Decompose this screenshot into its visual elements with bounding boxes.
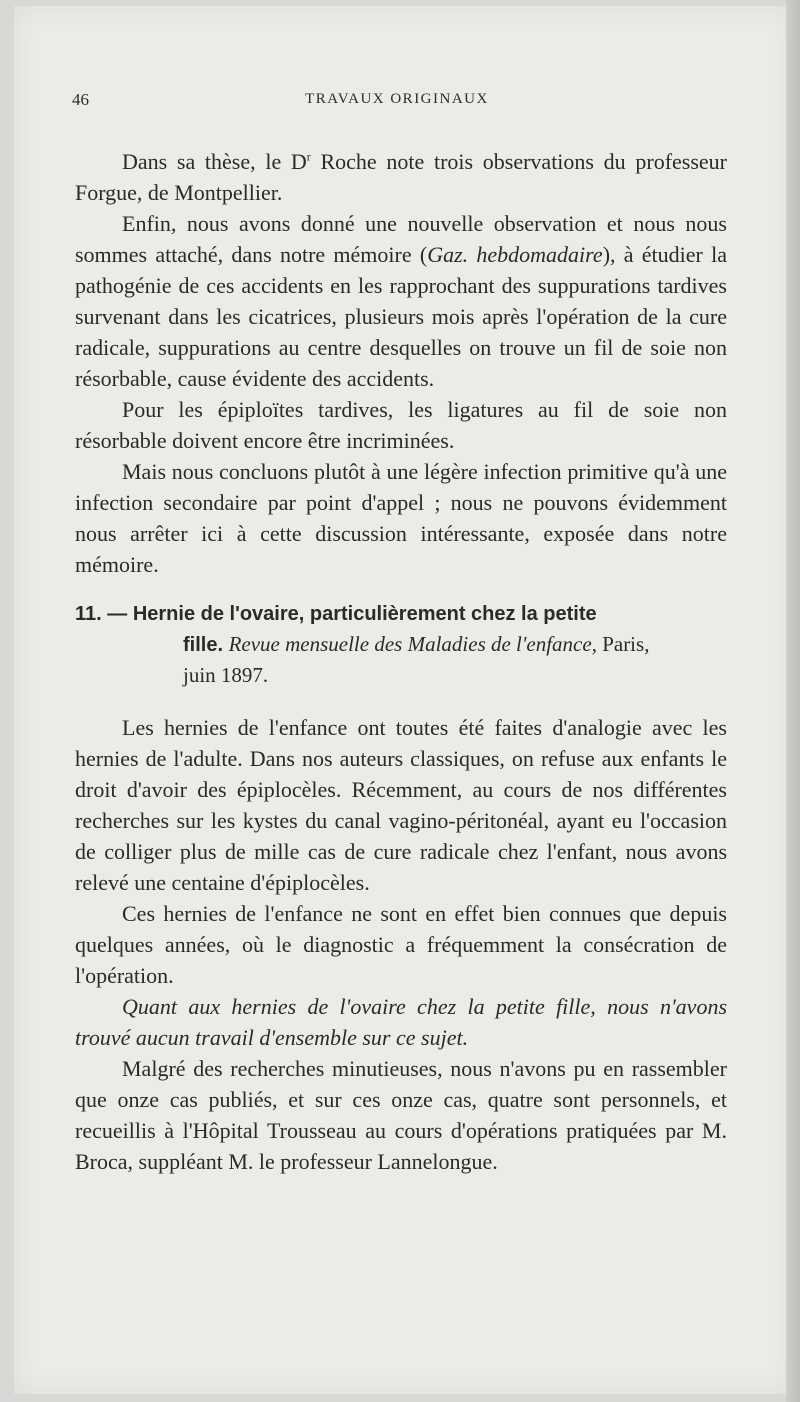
paragraph: Mais nous concluons plutôt à une légère infection primitive qu'à une infection secondaire par point d'appel ; nous ne pouvons évidemment nous arrêter ici à cette discussion intéressante, exposée dans notre mémoire. [75, 459, 727, 577]
publication-date: juin 1897. [183, 663, 269, 687]
section-heading: 11. — Hernie de l'ovaire, particulièrement chez la petite fille. Revue mensuelle des Maladies de l'enfance, Paris, juin 1897. [75, 599, 727, 690]
page-header [72, 90, 722, 118]
body-text [75, 146, 727, 1177]
paragraph: Enfin, nous avons donné une nouvelle observation et nous nous sommes attaché, dans notre mémoire (Gaz. hebdomadaire), à étudier la pathogénie de ces accidents en les rapprochant des suppurations tardives survenant dans les cicatrices, plusieurs mois après l'opération de la cure radicale, suppurations au centre desquelles on trouve un fil de soie non résorbable, cause évidente des accidents. [75, 211, 727, 391]
book-page [14, 6, 794, 1394]
section-title: Hernie de l'ovaire, particulièrement chez la petite [127, 603, 597, 625]
page-edge [786, 0, 800, 1402]
paragraph: Ces hernies de l'enfance ne sont en effet bien connues que depuis quelques années, où le diagnostic a fréquemment la consécration de l'opération. [75, 901, 727, 988]
paragraph: Les hernies de l'enfance ont toutes été faites d'analogie avec les hernies de l'adulte. Dans nos auteurs classiques, on refuse aux enfants le droit d'avoir des épiplocèles. Récemment, au cours de nos différentes recherches sur les kystes du canal vagino-péritonéal, ayant eu l'occasion de colliger plus de mille cas de cure radicale chez l'enfant, nous avons relevé une centaine d'épiplocèles. [75, 715, 727, 895]
running-head: TRAVAUX ORIGINAUX [305, 91, 489, 107]
page-number: 46 [72, 90, 89, 109]
journal-title: Revue mensuelle des Maladies de l'enfance [228, 632, 592, 656]
paragraph: Malgré des recherches minutieuses, nous n'avons pu en rassembler que onze cas publiés, et sur ces onze cas, quatre sont personnels, et recueillis à l'Hôpital Trousseau au cours d'opérations pratiquées par M. Broca, suppléant M. le professeur Lannelongue. [75, 1056, 727, 1174]
paragraph: Dans sa thèse, le $D^r$ Roche note trois observations du professeur Forgue, de Montpellier. [75, 149, 727, 205]
paragraph: Pour les épiploïtes tardives, les ligatures au fil de soie non résorbable doivent encore être incriminées. [75, 397, 727, 453]
section-number: 11. — [75, 603, 128, 625]
paragraph-italic: Quant aux hernies de l'ovaire chez la petite fille, nous n'avons trouvé aucun travail d'ensemble sur ce sujet. [75, 994, 727, 1050]
